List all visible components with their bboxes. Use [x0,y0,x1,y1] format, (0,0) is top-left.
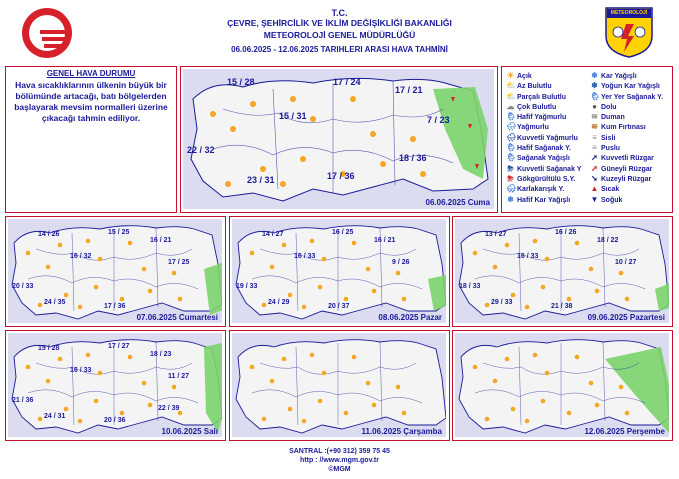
daily-map [232,333,446,437]
map-date-caption: 12.06.2025 Perşembe [584,427,665,436]
legend-symbol-icon: ➚ [591,153,598,163]
turkey-map-main [183,69,494,209]
header-ministry: ÇEVRE, ŞEHİRCİLİK VE İKLİM DEĞİŞİKLİĞİ BAKANLIĞI [227,18,452,28]
legend-label: Soğuk [601,196,623,204]
temp-label: 18 / 22 [597,237,619,244]
temp-label: 16 / 32 [70,253,92,260]
legend-symbol-icon: 🌦 [506,143,517,153]
daily-map-panel [5,216,226,327]
map-date-caption: 07.06.2025 Cumartesi [136,313,218,322]
legend-item [506,174,581,184]
daily-map [455,333,669,437]
legend-item [506,184,581,194]
temp-label: 16 / 33 [70,367,92,374]
temp-label: 13 / 27 [485,231,507,238]
legend-item [506,112,581,122]
map-date-caption: 09.06.2025 Pazartesi [587,313,665,322]
legend-item [590,143,663,153]
map-date-caption: 10.06.2025 Salı [161,427,218,436]
legend-right-column [590,71,663,205]
legend-label: Hafif Sağanak Y. [517,145,571,153]
footer-copyright: ©MGM [328,466,351,473]
legend-item [506,71,581,81]
legend-symbol-icon: ➚ [591,163,598,173]
legend-item [590,122,663,132]
legend-label: Gökgürültülü S.Y. [517,175,576,183]
legend-item [590,112,663,122]
header-tc: T.C. [331,8,348,18]
general-weather-panel [5,66,177,213]
temp-label: 10 / 27 [615,259,637,266]
legend-label: Güneyli Rüzgar [601,165,653,173]
legend-symbol-icon: ⛈ [507,173,514,183]
temp-label: 16 / 33 [294,253,316,260]
legend-label: Hafif Yağmurlu [517,114,567,122]
header [0,0,679,64]
map-date-caption: 11.06.2025 Çarşamba [361,427,442,436]
legend-symbol-icon: ❄ [591,71,598,80]
temp-label: 21 / 38 [551,303,573,310]
legend-item [590,153,663,163]
temp-label: 18 / 36 [399,153,427,163]
legend-symbol-icon: 🌧 [506,122,517,132]
legend-symbol-icon: ≡ [592,143,597,153]
legend-item [590,92,663,102]
meteoroloji-logo-text: METEOROLOJİ [610,10,648,16]
temp-label: 22 / 39 [158,405,180,412]
temp-label: 15 / 28 [38,345,60,352]
legend-symbol-icon: 🌦 [506,112,517,122]
temp-label: 20 / 36 [104,417,126,424]
temp-label: 14 / 26 [38,231,60,238]
legend-symbol-icon: 🌦 [590,91,601,101]
legend-item [590,184,663,194]
legend-item [506,143,581,153]
legend-item [590,195,663,205]
legend-item [506,81,581,91]
legend-symbol-icon: ⛅ [506,81,516,91]
legend-label: Sıcak [601,186,620,194]
footer-phone: SANTRAL :(+90 312) 359 75 45 [289,448,390,455]
legend-label: Kar Yağışlı [601,73,637,80]
legend-label: Parçalı Bulutlu [517,93,567,101]
legend-label: Dolu [601,103,617,111]
daily-map-panel [229,330,450,441]
temp-label: 9 / 26 [392,259,410,266]
temp-label: 17 / 27 [108,343,130,350]
daily-map-panel [452,216,673,327]
legend-panel [501,66,673,213]
legend-symbol-icon: ☀ [506,71,515,80]
legend-label: Çok Bulutlu [517,103,557,111]
legend-symbol-icon: ▼ [590,194,599,204]
legend-label: Kuvvetli Rüzgar [601,155,654,163]
temp-label: 17 / 36 [104,303,126,310]
legend-symbol-icon: ⛈ [507,163,514,173]
temp-label: 16 / 25 [332,229,354,236]
legend-symbol-icon: ≋ [591,112,598,122]
daily-map-panel [5,330,226,441]
temp-label: 24 / 29 [268,299,290,306]
daily-map [455,219,669,323]
temp-label: 22 / 32 [187,145,215,155]
legend-item [590,81,663,91]
daily-map [8,333,222,437]
legend-symbol-icon: ❄ [507,194,514,204]
legend-item [506,164,581,174]
footer-url[interactable]: http : //www.mgm.gov.tr [300,457,379,464]
header-date-range: 06.06.2025 - 12.06.2025 TARIHLERI ARASI HAVA TAHMİNİ [231,45,448,54]
legend-label: Yoğun Kar Yağışlı [601,83,660,91]
temp-label: 14 / 27 [262,231,284,238]
temp-label: 16 / 26 [555,229,577,236]
temp-label: 17 / 25 [168,259,190,266]
legend-item [590,133,663,143]
legend-label: Hafif Kar Yağışlı [517,196,571,204]
general-weather-text: Hava sıcaklıklarının ülkenin büyük bir bölümünde artacağı, batı bölgelerden başlayarak mevsim normalleri üzerine çıkacağı tahmin ediliyor. [14,80,168,123]
legend-label: Kum Fırtınası [601,124,646,132]
legend-item [506,195,581,205]
temp-label: 29 / 33 [491,299,513,306]
legend-label: Kuvvetli Yağmurlu [517,134,578,142]
legend-item [506,133,581,143]
temp-label: 7 / 23 [427,115,450,125]
main-map [183,69,494,209]
daily-map [232,219,446,323]
temp-label: 17 / 24 [333,77,361,87]
temp-label: 24 / 31 [44,413,66,420]
temp-label: 19 / 33 [236,283,258,290]
meteoroloji-logo [604,6,654,58]
header-mgm: METEOROLOJİ GENEL MÜDÜRLÜĞÜ [263,30,416,40]
legend-symbol-icon: ≡ [592,132,597,142]
legend-label: Sisli [601,134,616,142]
temp-label: 21 / 36 [12,397,34,404]
legend-label: Kuzeyli Rüzgar [601,175,652,183]
daily-map-panel [229,216,450,327]
daily-map-panel [452,330,673,441]
legend-symbol-icon: ❄ [591,81,598,91]
legend-label: Duman [601,114,625,122]
temp-label: 17 / 21 [395,85,423,95]
legend-symbol-icon: ● [592,101,597,111]
temp-label: 23 / 31 [247,175,275,185]
legend-left-column [506,71,581,205]
legend-symbol-icon: ⛅ [506,91,516,101]
legend-item [506,92,581,102]
map-date-caption: 06.06.2025 Cuma [425,198,490,207]
legend-label: Karlakarışık Y. [517,186,565,194]
temp-label: 17 / 36 [327,171,355,181]
temp-label: 24 / 35 [44,299,66,306]
legend-label: Sağanak Yağışlı [517,155,570,163]
general-weather-title: GENEL HAVA DURUMU [46,69,136,78]
legend-item [590,174,663,184]
legend-item [506,153,581,163]
temp-label: 20 / 37 [328,303,350,310]
legend-item [506,102,581,112]
legend-symbol-icon: ☁ [506,101,515,111]
legend-label: Kuvvetli Sağanak Y [517,165,582,173]
temp-label: 16 / 33 [517,253,539,260]
map-date-caption: 08.06.2025 Pazar [378,313,442,322]
temp-label: 18 / 23 [150,351,172,358]
legend-item [590,71,663,81]
legend-symbol-icon: ▲ [590,184,599,194]
legend-symbol-icon: ≋ [591,122,598,132]
legend-symbol-icon: ➘ [591,173,598,183]
legend-label: Az Bulutlu [517,83,552,91]
legend-label: Puslu [601,145,621,153]
legend-label: Yer Yer Sağanak Y. [601,93,664,101]
temp-label: 16 / 21 [374,237,396,244]
legend-symbol-icon: 🌨 [506,184,517,194]
legend-item [590,164,663,174]
turkey-map [232,333,446,437]
temp-label: 11 / 27 [168,373,190,380]
legend-item [590,102,663,112]
turkey-map [455,333,669,437]
legend-symbol-icon: 🌧 [506,132,517,142]
temp-label: 15 / 25 [108,229,130,236]
main-map-panel [180,66,498,213]
temp-label: 20 / 33 [12,283,34,290]
daily-map [8,219,222,323]
temp-label: 15 / 31 [279,111,307,121]
legend-item [506,122,581,132]
legend-label: Açık [517,73,532,80]
temp-label: 16 / 21 [150,237,172,244]
temp-label: 15 / 28 [227,77,255,87]
legend-symbol-icon: 🌦 [506,153,517,163]
legend-label: Yağmurlu [517,124,549,132]
temp-label: 18 / 33 [459,283,481,290]
